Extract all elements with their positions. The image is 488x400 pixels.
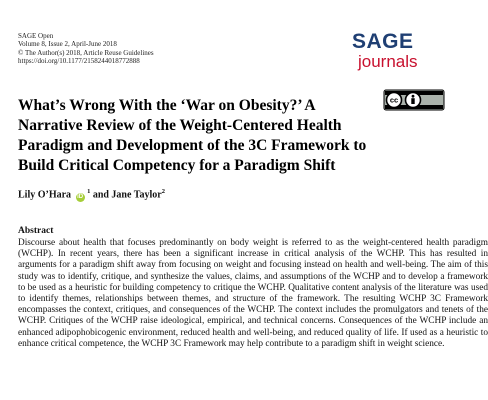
sage-logo-text: SAGE xyxy=(352,30,414,53)
journal-name: SAGE Open xyxy=(18,32,54,40)
volume-issue: Volume 8, Issue 2, April-June 2018 xyxy=(18,40,117,49)
cc-label: cc xyxy=(389,95,399,105)
article-metadata xyxy=(18,32,154,66)
journals-logo-text: journals xyxy=(358,52,418,71)
creative-commons-by-icon[interactable] xyxy=(384,90,444,110)
affiliation-marker: 2 xyxy=(161,188,165,195)
abstract-text: Discourse about health that focuses predominantly on body weight is referred to as the weight-centered health paradigm (WCHP). In recent years, there has been a significant increase in critical analysis of the WCHP. This has resulted in arguments for a paradigm shift away from focusing on weight and focusing instead on health and well-being. The aim of this study was to identify, critique, and synthesize the values, claims, and assumptions of the WCHP and to develop a framework to be used as a heuristic for building competency to critique the WCHP. Qualitative content analysis of the literature was used to identify themes, relationships between themes, and structure of the framework. The resulting WCHP 3C Framework encompasses the context, critiques, and consequences of the WCHP. The context includes the promulgators and tenets of the WCHP. Critiques of the WCHP raise ideological, empirical, and technical concerns. Consequences of the WCHP include an enhanced adipophobicogenic environment, reduced health and well-being, and reduced quality of life. If used as a heuristic to enhance critical competence, the WCHP 3C Framework may help contribute to a paradigm shift in weight science. xyxy=(18,238,488,349)
affiliation-marker: 1 xyxy=(87,188,91,195)
article-title: What’s Wrong With the ‘War on Obesity?’ A Narrative Review of the Weight-Centered Health Paradigm and Development of the 3C Framework to Build Critical Competency for a Paradigm Shift xyxy=(18,97,367,174)
doi-link[interactable]: https://doi.org/10.1177/2158244018772888 xyxy=(18,57,140,66)
author-line xyxy=(18,188,165,202)
author-name[interactable]: Lily O’Hara xyxy=(18,189,72,201)
copyright-line: © The Author(s) 2018, Article Reuse Guidelines xyxy=(18,48,154,57)
sage-journals-logo[interactable] xyxy=(352,30,462,74)
author-name[interactable]: and Jane Taylor xyxy=(92,189,162,201)
abstract-heading: Abstract xyxy=(18,226,54,236)
orcid-icon[interactable]: iD xyxy=(77,194,84,201)
